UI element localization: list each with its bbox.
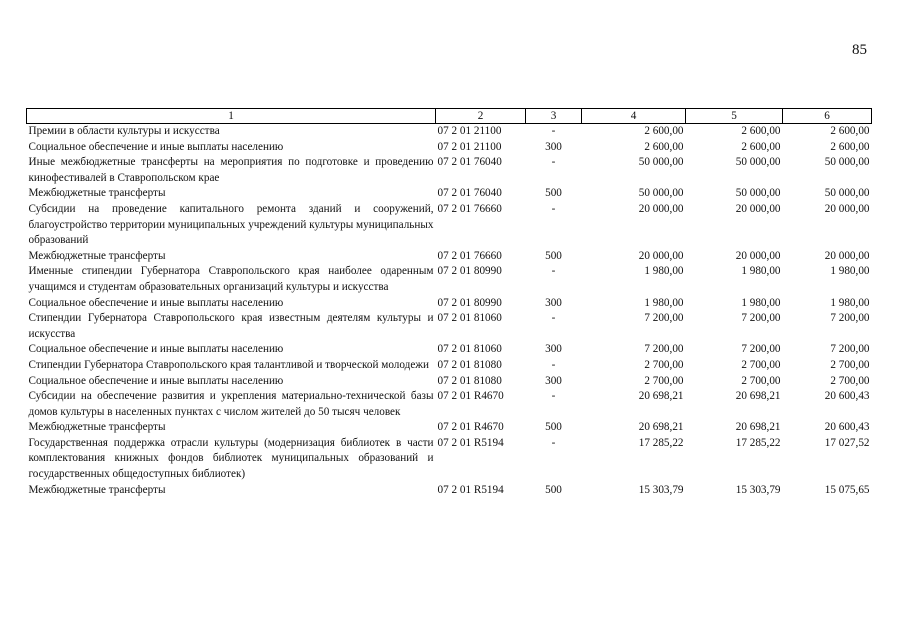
row-value-2: 2 600,00 [741, 125, 781, 137]
table-row [27, 374, 872, 390]
row-value-3: 20 000,00 [824, 202, 870, 215]
row-value-2: 2 700,00 [741, 374, 781, 387]
row-value-2: 50 000,00 [735, 156, 781, 169]
row-code: 07 2 01 81080 [437, 358, 502, 371]
row-value-2: 7 200,00 [741, 312, 781, 325]
row-code: 07 2 01 76040 [437, 187, 502, 200]
row-expense-type: - [551, 390, 556, 403]
row-name: Социальное обеспечение и иные выплаты населению [28, 374, 284, 387]
row-value-3: 20 000,00 [824, 249, 870, 262]
row-expense-type: 500 [545, 421, 562, 434]
row-name: Межбюджетные трансферты [28, 421, 166, 434]
row-name: Межбюджетные трансферты [28, 483, 166, 496]
row-value-1: 50 000,00 [638, 187, 684, 200]
row-value-1: 2 700,00 [644, 358, 684, 371]
table-row [27, 140, 872, 156]
row-name: Стипендии Губернатора Ставропольского края талантливой и творческой молодежи [28, 358, 430, 371]
row-name: Субсидии на проведение капитального ремонта зданий и сооружений, благоустройство территории муниципальных учреждений культуры муниципальных образований [28, 202, 434, 247]
table-row [27, 483, 872, 499]
table-row [27, 358, 872, 374]
table-row [27, 311, 872, 342]
row-value-2: 17 285,22 [735, 436, 781, 449]
header-col-3: 3 [526, 109, 582, 124]
row-name: Социальное обеспечение и иные выплаты населению [28, 343, 284, 356]
row-expense-type: 500 [545, 249, 562, 262]
table-row [27, 249, 872, 265]
row-name: Именные стипендии Губернатора Ставропольского края наиболее одаренным учащимся и студентам образовательных организаций культуры и искусства [28, 265, 434, 293]
row-value-1: 1 980,00 [644, 265, 684, 278]
row-value-2: 2 700,00 [741, 358, 781, 371]
row-value-1: 2 700,00 [644, 374, 684, 387]
row-value-1: 20 698,21 [638, 390, 684, 403]
row-expense-type: 500 [545, 483, 562, 496]
row-value-1: 15 303,79 [638, 483, 684, 496]
row-expense-type: 500 [545, 187, 562, 200]
row-value-3: 1 980,00 [830, 296, 870, 309]
row-value-2: 7 200,00 [741, 343, 781, 356]
row-name: Социальное обеспечение и иные выплаты населению [28, 140, 284, 153]
row-value-1: 17 285,22 [638, 436, 684, 449]
page-number: 85 [852, 42, 867, 58]
row-expense-type: - [551, 436, 556, 449]
row-expense-type: 300 [545, 296, 562, 309]
row-value-2: 2 600,00 [741, 140, 781, 153]
row-expense-type: - [551, 125, 556, 137]
row-value-2: 15 303,79 [735, 483, 781, 496]
row-code: 07 2 01 81060 [437, 312, 502, 325]
row-code: 07 2 01 21100 [437, 125, 502, 137]
row-value-2: 20 698,21 [735, 421, 781, 434]
row-value-3: 2 600,00 [830, 140, 870, 153]
row-code: 07 2 01 R5194 [437, 436, 504, 449]
row-name: Социальное обеспечение и иные выплаты населению [28, 296, 284, 309]
row-code: 07 2 01 R4670 [437, 421, 504, 434]
row-value-3: 50 000,00 [824, 187, 870, 200]
table-row [27, 124, 872, 140]
header-col-6: 6 [783, 109, 872, 124]
row-value-3: 2 700,00 [830, 358, 870, 371]
row-value-2: 1 980,00 [741, 296, 781, 309]
table-row [27, 436, 872, 483]
row-value-2: 20 000,00 [735, 202, 781, 215]
row-value-2: 20 698,21 [735, 390, 781, 403]
row-expense-type: 300 [545, 140, 562, 153]
row-value-3: 17 027,52 [824, 436, 870, 449]
table-header [27, 109, 872, 124]
table-row [27, 389, 872, 420]
row-name: Межбюджетные трансферты [28, 187, 166, 200]
header-col-2: 2 [436, 109, 526, 124]
row-code: 07 2 01 81060 [437, 343, 502, 356]
row-code: 07 2 01 80990 [437, 296, 502, 309]
row-expense-type: - [551, 265, 556, 278]
row-expense-type: - [551, 312, 556, 325]
row-code: 07 2 01 R5194 [437, 483, 504, 496]
row-code: 07 2 01 76660 [437, 249, 502, 262]
row-value-1: 20 698,21 [638, 421, 684, 434]
row-value-3: 2 600,00 [830, 125, 870, 137]
header-col-1: 1 [27, 109, 436, 124]
row-expense-type: 300 [545, 343, 562, 356]
header-col-5: 5 [686, 109, 783, 124]
row-expense-type: 300 [545, 374, 562, 387]
table-row [27, 342, 872, 358]
row-value-1: 1 980,00 [644, 296, 684, 309]
table-row [27, 202, 872, 249]
row-value-2: 20 000,00 [735, 249, 781, 262]
row-expense-type: - [551, 202, 556, 215]
budget-table [26, 108, 872, 498]
row-value-1: 2 600,00 [644, 125, 684, 137]
row-value-3: 50 000,00 [824, 156, 870, 169]
row-code: 07 2 01 81080 [437, 374, 502, 387]
row-code: 07 2 01 80990 [437, 265, 502, 278]
row-code: 07 2 01 R4670 [437, 390, 504, 403]
row-value-3: 7 200,00 [830, 312, 870, 325]
row-value-1: 7 200,00 [644, 343, 684, 356]
row-code: 07 2 01 76660 [437, 202, 502, 215]
table-row [27, 264, 872, 295]
row-value-1: 50 000,00 [638, 156, 684, 169]
row-value-1: 7 200,00 [644, 312, 684, 325]
row-value-3: 2 700,00 [830, 374, 870, 387]
row-name: Субсидии на обеспечение развития и укрепления материально-технической базы домов культуры в населенных пунктах с числом жителей до 50 тысяч человек [28, 390, 434, 418]
row-value-3: 20 600,43 [824, 421, 870, 434]
row-value-1: 20 000,00 [638, 202, 684, 215]
row-name: Премии в области культуры и искусства [28, 125, 220, 137]
table-body [27, 124, 872, 499]
row-name: Иные межбюджетные трансферты на мероприятия по подготовке и проведению кинофестивалей в Ставропольском крае [28, 156, 434, 184]
row-value-2: 50 000,00 [735, 187, 781, 200]
row-code: 07 2 01 21100 [437, 140, 502, 153]
row-value-1: 20 000,00 [638, 249, 684, 262]
row-expense-type: - [551, 358, 556, 371]
row-value-3: 7 200,00 [830, 343, 870, 356]
row-code: 07 2 01 76040 [437, 156, 502, 169]
row-value-2: 1 980,00 [741, 265, 781, 278]
table-row [27, 296, 872, 312]
row-name: Межбюджетные трансферты [28, 249, 166, 262]
row-value-3: 15 075,65 [824, 483, 870, 496]
row-value-3: 20 600,43 [824, 390, 870, 403]
row-expense-type: - [551, 156, 556, 169]
row-value-3: 1 980,00 [830, 265, 870, 278]
table-row [27, 155, 872, 186]
header-col-4: 4 [582, 109, 686, 124]
table-row [27, 420, 872, 436]
table-row [27, 186, 872, 202]
row-name: Стипендии Губернатора Ставропольского края известным деятелям культуры и искусства [28, 312, 434, 340]
row-value-1: 2 600,00 [644, 140, 684, 153]
header-row [27, 109, 872, 124]
row-name: Государственная поддержка отрасли культуры (модернизация библиотек в части комплектования книжных фондов библиотек муниципальных образований и государственных общедоступных библиотек) [28, 436, 434, 481]
